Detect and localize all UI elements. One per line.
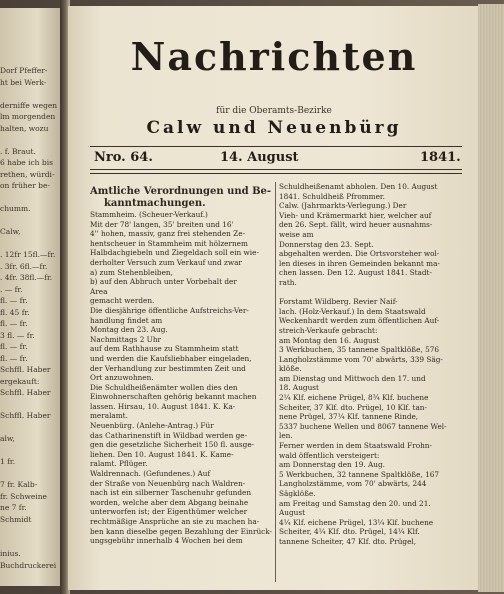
article-line: Weckenhardt werden zum öffentlichen Auf- [279, 316, 440, 326]
article-line: am Donnerstag den 19. Aug. [279, 460, 385, 470]
article-line: das Catharinenstift in Wildbad werden ge- [90, 430, 248, 440]
article-line: Forstamt Wildberg. Revier Naif- [279, 297, 398, 307]
column-left [90, 186, 272, 546]
left-page-fragment: . 4fr. 38fl.—fr. [0, 273, 53, 282]
left-page-fragment: Schffl. Haber [0, 411, 51, 420]
article-line: am Dienstag und Mittwoch den 17. und [279, 373, 426, 383]
left-page-fragment: fr. Schweine [0, 491, 47, 501]
page-edges [478, 4, 504, 592]
issue-number: Nro. 64. [94, 150, 153, 165]
article-line: lassen. Hirsau, 10. August 1841. K. Ka- [90, 401, 236, 411]
article-line: Einwohnerschaften gehörig bekannt machen [90, 392, 257, 402]
column-right [279, 182, 465, 547]
article-line: ralamt. Pflüger. [90, 459, 148, 469]
left-page-fragment: fl. — fr. [0, 296, 28, 305]
article-line: Scheiter, 4¼ Klf. dto. Prügel, 14¼ Klf. [279, 527, 420, 537]
left-page-fragment: . — fr. [0, 284, 23, 294]
left-page-fragment: 1 fr. [0, 457, 16, 466]
left-page-fragment: 7 fr. Kalb- [0, 480, 38, 489]
article-line: Ort anzuwohnen. [90, 373, 154, 383]
article-line: nene Prügel, 37¼ Klf. tannene Rinde, [279, 412, 419, 422]
article-line: Montag den 23. Aug. [90, 325, 168, 335]
left-page-fragment: fl. — fr. [0, 353, 28, 363]
article-line: 1841. Schuldheiß Pfrommer. [279, 191, 385, 201]
left-page-fragment: Dorf Pfeffer- [0, 66, 48, 75]
article-line: Waldrennach. (Gefundenes.) Auf [90, 469, 211, 479]
left-page-fragment: ht bei Werk- [0, 77, 47, 87]
section-heading: Amtliche Verordnungen und Be- [90, 186, 272, 197]
article-line: Nachmittags 2 Uhr [90, 334, 162, 344]
left-page-fragment: Schffl. Haber [0, 388, 51, 397]
left-page-fragment: inius. [0, 549, 21, 558]
article-line: Die diesjährige öffentliche Aufstreichs-Ver- [90, 305, 249, 315]
article-line: 2¼ Klf. eichene Prügel, 8¾ Klf. buchene [279, 393, 429, 403]
article-line: nach ist ein silberner Taschenuhr gefunden [90, 488, 252, 498]
article-line: der Verhandlung zur bestimmten Zeit und [90, 363, 246, 373]
article-line: Area [90, 286, 108, 296]
left-page-fragment: 6 habe ich bis [0, 158, 53, 167]
article-line: gen die gesetzliche Sicherheit 150 fl. ausge- [90, 440, 255, 450]
article-line: 3 Werkbuchen, 35 tannene Spaltklöße, 576 [279, 345, 440, 355]
article-line: 4'' hohen, massiv, ganz frei stehenden Ze- [90, 229, 246, 239]
left-page-fragment: . f. Braut. [0, 146, 36, 156]
article-line: lach. (Holz-Verkauf.) In dem Staatswald [279, 306, 426, 316]
article-line: unterworfen ist; der Eigenthümer welcher [90, 507, 248, 517]
article-line: Sägklöße. [279, 489, 316, 498]
newspaper-subtitle: für die Oberamts-Bezirke [216, 106, 332, 116]
article-line: weise am [279, 229, 314, 239]
left-page-fragment: Buchdruckerei [0, 560, 57, 570]
article-line: wald öffentlich versteigert: [279, 450, 380, 460]
left-page [0, 8, 62, 586]
article-line [279, 288, 465, 298]
left-page-fragment: derniffe wegen [0, 100, 58, 110]
left-page-fragment: . 12fr 15fl.—fr. [0, 250, 56, 259]
article-line: Schuldheißenamt abholen. Den 10. August [279, 182, 438, 191]
article-line: August [279, 508, 306, 518]
left-page-fragment: Schffl. Haber [0, 365, 51, 374]
left-page-fragment: 3 fl. — fr. [0, 330, 35, 340]
article-line: klöße. [279, 364, 302, 374]
article-line: worden, welche aber dem Abgang beinahe [90, 497, 249, 507]
article-line: am Freitag und Samstag den 20. und 21. [279, 498, 431, 508]
article-line: gemacht werden. [90, 296, 155, 306]
article-line: 5 Werkbuchen, 32 tannene Spaltklöße, 167 [279, 469, 440, 479]
article-line: rath. [279, 277, 297, 287]
article-line: rechtmäßige Ansprüche an sie zu machen ha- [90, 517, 260, 526]
article-line: len. [279, 431, 293, 441]
left-page-fragment: fl. 45 fr. [0, 307, 30, 317]
article-line: handlung findet am [90, 315, 163, 325]
article-line: Calw. (Jahrmarkts-Verlegung.) Der [279, 201, 407, 211]
article-line: 4¼ Klf. eichene Prügel, 13¼ Klf. buchene [279, 517, 434, 527]
newspaper-title: Nachrichten [130, 34, 418, 79]
article-line: auf dem Rathhause zu Stammheim statt [90, 344, 239, 354]
section-heading-cont: kanntmachungen. [104, 198, 206, 209]
left-page-fragment: . 3fr. 6fl.—fr. [0, 261, 48, 271]
article-line: der Straße von Neuenbürg nach Waldren- [90, 478, 246, 488]
article-line: ben kann dieselbe gegen Bezahlung der Einrück- [90, 526, 272, 536]
article-line: hentscheuer in Stammheim mit hölzernem [90, 238, 248, 248]
article-line: ungsgebühr innerhalb 4 Wochen bei dem [90, 536, 243, 546]
article-line: len dieses in ihren Gemeinden bekannt ma- [279, 258, 440, 268]
article-line: meralamt. [90, 411, 128, 421]
article-line: Scheiter, 37 Klf. dto. Prügel, 10 Klf. tan- [279, 402, 427, 412]
left-page-fragment: chumm. [0, 204, 31, 213]
left-page-fragment: lm morgenden [0, 112, 56, 121]
article-line: derholter Versuch zum Verkauf und zwar [90, 257, 242, 267]
article-line: Langholzstämme vom 70' abwärts, 339 Säg- [279, 354, 443, 364]
left-page-fragment: Schmidt [0, 514, 32, 524]
newspaper-page [68, 6, 480, 590]
article-line: Die Schuldheißenämter wollen dies den [90, 382, 238, 392]
column-divider [275, 182, 276, 582]
left-page-fragment: on früher be- [0, 181, 50, 190]
left-page-fragment: halten, wozu [0, 123, 49, 133]
left-page-fragment: ne 7 fr. [0, 503, 27, 512]
article-line: Langholzstämme, vom 70' abwärts, 244 [279, 479, 427, 489]
left-page-fragment: Calw, [0, 227, 21, 236]
article-line: chen lassen. Den 12. August 1841. Stadt- [279, 268, 432, 278]
left-page-fragment: fl. — fr. [0, 319, 28, 328]
issue-date: 14. August [220, 150, 299, 165]
article-line: 5337 buchene Wellen und 8067 tannene Wel- [279, 421, 447, 431]
article-line: liehen. Den 10. August 1841. K. Kame- [90, 449, 234, 459]
article-line: Donnerstag den 23. Sept. [279, 239, 374, 249]
article-line: tannene Scheiter, 47 Klf. dto. Prügel, [279, 536, 417, 546]
issue-rule [90, 169, 462, 170]
article-line: b) auf den Abbruch unter Vorbehalt der [90, 277, 237, 287]
article-line: Halbdachgiebeln und Ziegeldach soll ein wie- [90, 248, 259, 258]
article-line: 18. August [279, 383, 319, 393]
issue-year: 1841. [420, 150, 461, 165]
left-page-fragment: alw, [0, 434, 15, 443]
article-line: a) zum Stehenbleiben, [90, 267, 173, 277]
left-page-fragment: rethen, würdi- [0, 169, 55, 179]
left-page-fragment: fl. — fr. [0, 342, 28, 351]
article-line: Stammheim. (Scheuer-Verkauf.) [90, 210, 208, 219]
article-line: den 26. Sept. fällt, wird heuer ausnahms- [279, 220, 433, 230]
article-line: Ferner werden in dem Staatswald Frohn- [279, 441, 432, 451]
newspaper-region: Calw und Neuenbürg [146, 118, 402, 138]
article-line: abgehalten werden. Die Ortsvorsteher wol- [279, 249, 440, 259]
top-rule [90, 146, 462, 147]
article-line: streich-Verkaufe gebracht: [279, 325, 378, 335]
article-line: Vieh- und Krämermarkt hier, welcher auf [279, 210, 432, 220]
left-page-fragment: ergekauft: [0, 376, 40, 386]
article-line: Neuenbürg. (Anlehe-Antrag.) Für [90, 421, 214, 431]
issue-rule-double [90, 173, 462, 174]
article-line: am Montag den 16. August [279, 335, 380, 345]
article-line: und werden die Kaufsliebhaber eingeladen, [90, 353, 252, 363]
article-line: Mit der 78' langen, 35' breiten und 16' [90, 219, 234, 229]
